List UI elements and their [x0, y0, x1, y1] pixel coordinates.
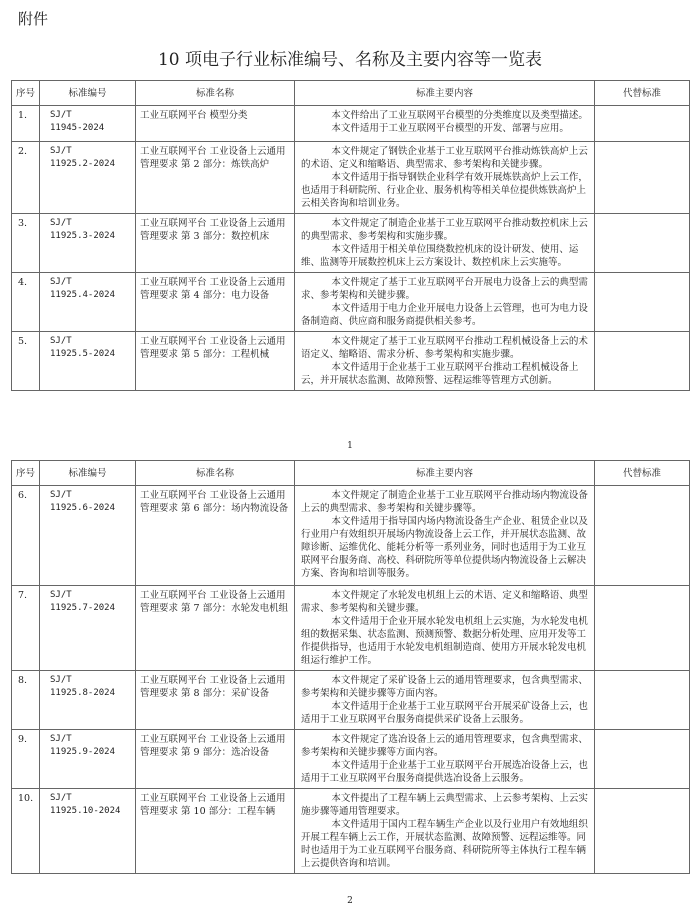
content-cell: [295, 214, 595, 273]
name-cell: 工业互联网平台 工业设备上云通用管理要求 第 6 部分：场内物流设备: [136, 486, 295, 586]
code-cell: [40, 273, 136, 332]
table-row: [12, 332, 690, 391]
table-row: [12, 142, 690, 214]
code-cell: [40, 214, 136, 273]
replace-cell: [595, 486, 690, 586]
seq-cell: 7.: [12, 586, 40, 671]
replace-cell: [595, 106, 690, 142]
table-row: [12, 586, 690, 671]
header-code: 标准编号: [40, 81, 136, 106]
page-number-1: 1: [347, 441, 353, 451]
header-content: 标准主要内容: [295, 461, 595, 486]
content-cell: [295, 730, 595, 789]
content-paragraph: 本文件适用于企业基于工业互联网平台开展选冶设备上云，也适用于工业互联网平台服务商提供选冶设备上云服务。: [301, 760, 588, 784]
seq-cell: 10.: [12, 789, 40, 874]
code-prefix: SJ/T: [50, 734, 72, 744]
content-paragraph: 本文件给出了工业互联网平台模型的分类维度以及类型描述。: [331, 110, 588, 121]
content-paragraph: 本文件适用于企业基于工业互联网平台推动工程机械设备上云，并开展状态监测、故障预警、远程运维等管理方式创新。: [301, 362, 579, 386]
content-paragraph: 本文件规定了选冶设备上云的通用管理要求，包含典型需求、参考架构和关键步骤等方面内容。: [301, 734, 588, 758]
code-number: 11925.10-2024: [50, 806, 121, 816]
content-cell: [295, 586, 595, 671]
table-body-page-2: [12, 486, 690, 874]
seq-cell: 6.: [12, 486, 40, 586]
code-prefix: SJ/T: [50, 675, 72, 685]
code-prefix: SJ/T: [50, 590, 72, 600]
replace-cell: [595, 142, 690, 214]
content-cell: [295, 106, 595, 142]
table-row: [12, 486, 690, 586]
table-row: [12, 214, 690, 273]
content-paragraph: 本文件适用于企业开展水轮发电机组上云实施，为水轮发电机组的数据采集、状态监测、预测预警、数据分析处理、应用开发等工作提供指导，也适用于水轮发电机组制造商、使用方开展水轮发电机组运行维护工作。: [301, 616, 588, 666]
table-header-row: [12, 461, 690, 486]
header-name: 标准名称: [136, 461, 295, 486]
code-prefix: SJ/T: [50, 110, 72, 120]
content-paragraph: 本文件规定了制造企业基于工业互联网平台推动场内物流设备上云的典型需求、参考架构和关键步骤等。: [301, 490, 588, 514]
replace-cell: [595, 586, 690, 671]
code-cell: [40, 586, 136, 671]
code-prefix: SJ/T: [50, 218, 72, 228]
code-number: 11925.7-2024: [50, 603, 116, 613]
code-number: 11925.5-2024: [50, 349, 116, 359]
seq-cell: 3.: [12, 214, 40, 273]
content-cell: [295, 332, 595, 391]
code-prefix: SJ/T: [50, 336, 72, 346]
content-cell: [295, 142, 595, 214]
header-replace: 代替标准: [595, 461, 690, 486]
table-body-page-1: [12, 106, 690, 391]
seq-cell: 8.: [12, 671, 40, 730]
content-paragraph: 本文件适用于相关单位围绕数控机床的设计研发、使用、运维、监测等开展数控机床上云方案设计、数控机床上云实施等。: [301, 244, 579, 268]
table-header-row: [12, 81, 690, 106]
name-cell: 工业互联网平台 工业设备上云通用管理要求 第 9 部分：选冶设备: [136, 730, 295, 789]
name-cell: 工业互联网平台 工业设备上云通用管理要求 第 5 部分：工程机械: [136, 332, 295, 391]
code-prefix: SJ/T: [50, 146, 72, 156]
table-row: [12, 106, 690, 142]
replace-cell: [595, 273, 690, 332]
code-number: 11945-2024: [50, 123, 105, 133]
content-cell: [295, 486, 595, 586]
table-row: [12, 671, 690, 730]
name-cell: 工业互联网平台 工业设备上云通用管理要求 第 7 部分：水轮发电机组: [136, 586, 295, 671]
name-cell: 工业互联网平台 工业设备上云通用管理要求 第 3 部分：数控机床: [136, 214, 295, 273]
header-content: 标准主要内容: [295, 81, 595, 106]
code-prefix: SJ/T: [50, 277, 72, 287]
standards-table-page-1: [11, 80, 690, 391]
code-number: 11925.4-2024: [50, 290, 116, 300]
header-name: 标准名称: [136, 81, 295, 106]
table-row: [12, 789, 690, 874]
content-paragraph: 本文件提出了工程车辆上云典型需求、上云参考架构、上云实施步骤等通用管理要求。: [301, 793, 588, 817]
table-row: [12, 730, 690, 789]
content-paragraph: 本文件适用于企业基于工业互联网平台开展采矿设备上云，也适用于工业互联网平台服务商提供采矿设备上云服务。: [301, 701, 588, 725]
code-cell: [40, 789, 136, 874]
code-cell: [40, 106, 136, 142]
content-paragraph: 本文件适用于电力企业开展电力设备上云管理，也可为电力设备制造商、供应商和服务商提供相关参考。: [301, 303, 588, 327]
page-number-2: 2: [347, 896, 353, 906]
replace-cell: [595, 730, 690, 789]
code-cell: [40, 142, 136, 214]
standards-table-page-2: [11, 460, 690, 874]
table-row: [12, 273, 690, 332]
content-paragraph: 本文件规定了制造企业基于工业互联网平台推动数控机床上云的典型需求、参考架构和实施步骤。: [301, 218, 588, 242]
code-number: 11925.6-2024: [50, 503, 116, 513]
content-paragraph: 本文件适用于工业互联网平台模型的开发、部署与应用。: [331, 123, 569, 134]
seq-cell: 4.: [12, 273, 40, 332]
content-paragraph: 本文件规定了钢铁企业基于工业互联网平台推动炼铁高炉上云的术语、定义和缩略语、典型需求、参考架构和关键步骤。: [301, 146, 588, 170]
code-prefix: SJ/T: [50, 490, 72, 500]
content-cell: [295, 671, 595, 730]
content-paragraph: 本文件规定了基于工业互联网平台推动工程机械设备上云的术语定义、缩略语、需求分析、参考架构和实施步骤。: [301, 336, 588, 360]
name-cell: 工业互联网平台 工业设备上云通用管理要求 第 10 部分：工程车辆: [136, 789, 295, 874]
replace-cell: [595, 671, 690, 730]
name-cell: 工业互联网平台 模型分类: [136, 106, 295, 142]
seq-cell: 9.: [12, 730, 40, 789]
replace-cell: [595, 789, 690, 874]
content-paragraph: 本文件适用于指导国内场内物流设备生产企业、租赁企业以及行业用户有效组织开展场内物流设备上云工作，并开展状态监测、故障诊断、运维优化、能耗分析等一系列业务，同时也适用于为工业互联网平台服务商、高校、科研院所等单位提供场内物流设备上云解决方案、咨询和培训等服务。: [301, 516, 588, 579]
content-paragraph: 本文件适用于国内工程车辆生产企业以及行业用户有效地组织开展工程车辆上云工作，开展状态监测、故障预警、远程运维等。同时也适用于为工业互联网平台服务商、科研院所等主体执行工程车辆上云提供咨询和培训。: [301, 819, 588, 869]
annex-label: 附件: [18, 10, 49, 28]
code-number: 11925.2-2024: [50, 159, 116, 169]
header-code: 标准编号: [40, 461, 136, 486]
name-cell: 工业互联网平台 工业设备上云通用管理要求 第 4 部分：电力设备: [136, 273, 295, 332]
seq-cell: 5.: [12, 332, 40, 391]
content-cell: [295, 273, 595, 332]
code-cell: [40, 332, 136, 391]
seq-cell: 1.: [12, 106, 40, 142]
content-paragraph: 本文件规定了水轮发电机组上云的术语、定义和缩略语、典型需求、参考架构和关键步骤。: [301, 590, 588, 614]
code-number: 11925.8-2024: [50, 688, 116, 698]
name-cell: 工业互联网平台 工业设备上云通用管理要求 第 2 部分：炼铁高炉: [136, 142, 295, 214]
seq-cell: 2.: [12, 142, 40, 214]
header-seq: 序号: [12, 461, 40, 486]
code-cell: [40, 671, 136, 730]
replace-cell: [595, 332, 690, 391]
code-prefix: SJ/T: [50, 793, 72, 803]
content-paragraph: 本文件规定了采矿设备上云的通用管理要求，包含典型需求、参考架构和关键步骤等方面内容。: [301, 675, 588, 699]
header-replace: 代替标准: [595, 81, 690, 106]
page-title: 10 项电子行业标准编号、名称及主要内容等一览表: [157, 50, 543, 70]
header-seq: 序号: [12, 81, 40, 106]
replace-cell: [595, 214, 690, 273]
content-paragraph: 本文件规定了基于工业互联网平台开展电力设备上云的典型需求、参考架构和关键步骤。: [301, 277, 588, 301]
name-cell: 工业互联网平台 工业设备上云通用管理要求 第 8 部分：采矿设备: [136, 671, 295, 730]
code-cell: [40, 730, 136, 789]
content-paragraph: 本文件适用于指导钢铁企业科学有效开展炼铁高炉上云工作，也适用于科研院所、行业企业、服务机构等相关单位提供炼铁高炉上云相关咨询和培训业务。: [301, 172, 588, 209]
content-cell: [295, 789, 595, 874]
code-cell: [40, 486, 136, 586]
code-number: 11925.9-2024: [50, 747, 116, 757]
code-number: 11925.3-2024: [50, 231, 116, 241]
